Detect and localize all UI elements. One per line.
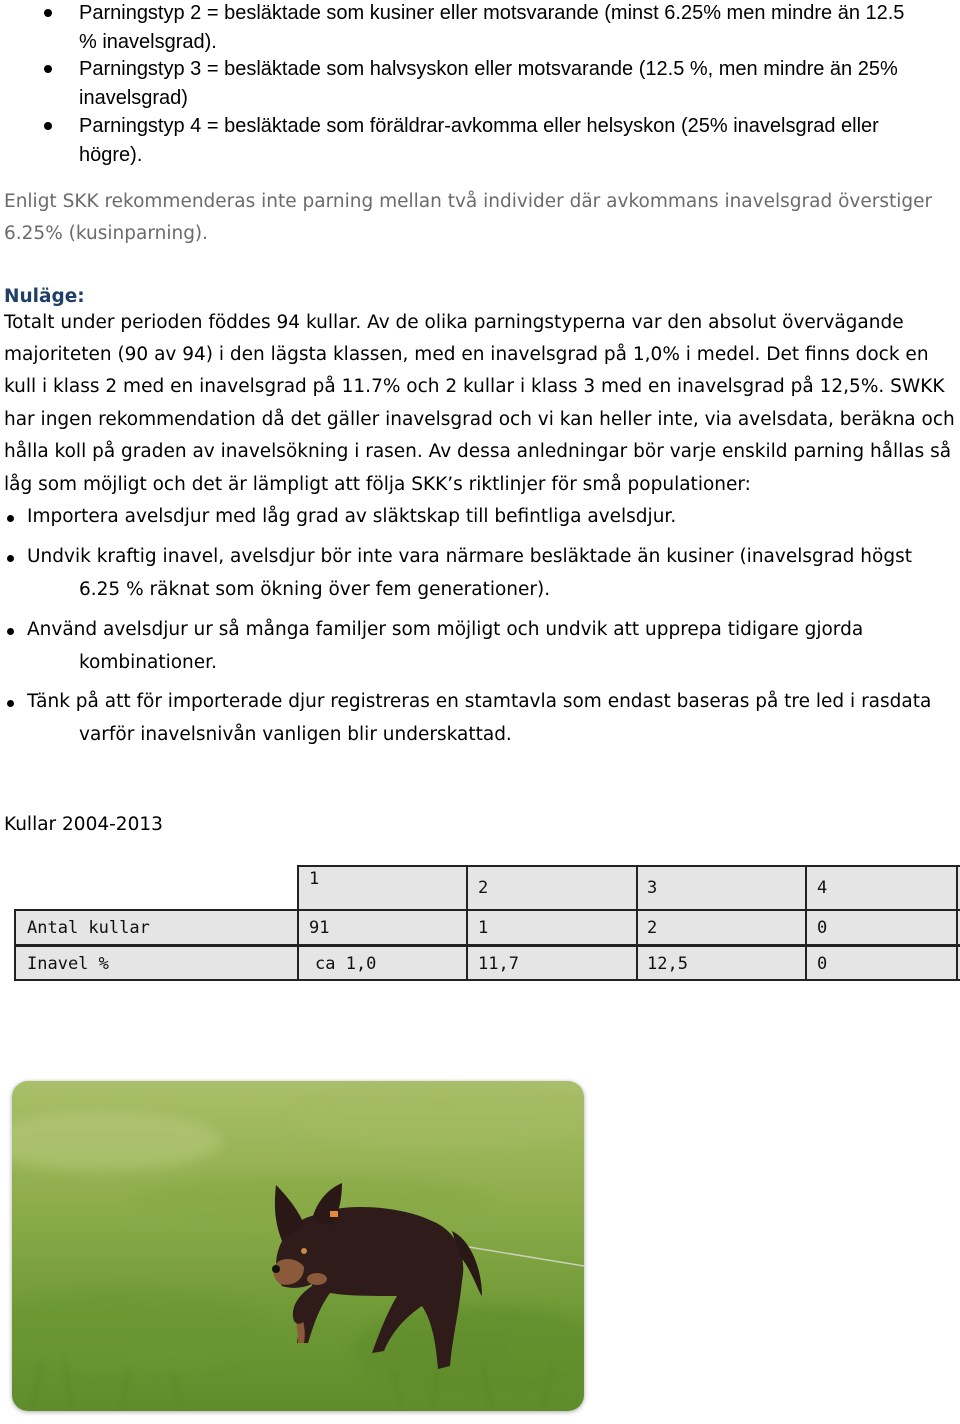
table-rule [14, 909, 960, 911]
table-row-label: Antal kullar [27, 918, 150, 938]
bullet-icon [7, 555, 14, 562]
table-caption: Kullar 2004-2013 [4, 814, 163, 835]
paragraph-line: Enligt SKK rekommenderas inte parning mellan två individer där avkommans inavelsgrad överstiger [4, 191, 933, 212]
list-item-line: högre). [79, 144, 143, 166]
paragraph-line: 6.25% (kusinparning). [4, 223, 209, 244]
list-item-line: varför inavelsnivån vanligen blir underskattad. [79, 724, 512, 745]
bullet-icon [44, 122, 52, 130]
list-item-line: kombinationer. [79, 652, 217, 673]
bullet-icon [7, 515, 14, 522]
list-item-line: Parningstyp 3 = besläktade som halvsyskon eller motsvarande (12.5 %, men mindre än 25% [79, 58, 898, 80]
table-cell: 91 [309, 918, 330, 938]
table-rule [636, 865, 638, 981]
table-rule [14, 944, 960, 947]
table-rule [14, 909, 16, 981]
table-rule [805, 865, 807, 981]
status-heading: Nuläge: [4, 286, 85, 307]
table-rule [466, 865, 468, 981]
paragraph-line: Totalt under perioden föddes 94 kullar. Av de olika parningstyperna var den absolut övervägande [4, 312, 904, 333]
paragraph-line: hålla koll på graden av inavelsökning i rasen. Av dessa anledningar bör varje enskild parning hållas så [4, 441, 952, 462]
table-cell: ca 1,0 [315, 954, 377, 974]
paragraph-line: kull i klass 2 med en inavelsgrad på 11.7% och 2 kullar i klass 3 med en inavelsgrad på 12,5%. SWKK [4, 376, 945, 397]
list-item-line: Importera avelsdjur med låg grad av släktskap till befintliga avelsdjur. [27, 506, 677, 527]
table-rule [298, 865, 960, 867]
bullet-icon [7, 700, 14, 707]
paragraph-line: låg som möjligt och det är lämpligt att följa SKK’s riktlinjer för små populationer: [4, 474, 751, 495]
list-item-line: Parningstyp 4 = besläktade som föräldrar-avkomma eller helsyskon (25% inavelsgrad eller [79, 115, 879, 137]
table-cell: 12,5 [647, 954, 688, 974]
bullet-icon [44, 65, 52, 73]
paragraph-line: har ingen rekommendation då det gäller inavelsgrad och vi kan heller inte, via avelsdata, beräkna och [4, 409, 955, 430]
table-header-cell: 1 [309, 869, 320, 889]
list-item-line: inavelsgrad) [79, 87, 188, 109]
paragraph-line: majoriteten (90 av 94) i den lägsta klassen, med en inavelsgrad på 1,0% i medel. Det finns dock en [4, 344, 929, 365]
table-cell: 11,7 [478, 954, 519, 974]
dog-illustration [12, 1081, 584, 1411]
table-header-cell: 3 [647, 878, 658, 898]
dog-photo [12, 1081, 584, 1411]
table-cell: 2 [647, 918, 658, 938]
list-item-line: % inavelsgrad). [79, 31, 217, 53]
table-rule [14, 979, 960, 981]
table-header-cell: 2 [478, 878, 489, 898]
table-cell: 1 [478, 918, 489, 938]
list-item-line: Använd avelsdjur ur så många familjer som möjligt och undvik att upprepa tidigare gjorda [27, 619, 864, 640]
list-item-line: Tänk på att för importerade djur registreras en stamtavla som endast baseras på tre led i rasdata [27, 691, 932, 712]
list-item-line: Parningstyp 2 = besläktade som kusiner eller motsvarande (minst 6.25% men mindre än 12.5 [79, 2, 905, 24]
list-item-line: 6.25 % räknat som ökning över fem generationer). [79, 579, 551, 600]
table-cell: 0 [817, 918, 828, 938]
table-cell: 0 [817, 954, 828, 974]
bullet-icon [44, 9, 52, 17]
table-header-bg [298, 866, 960, 910]
list-item-line: Undvik kraftig inavel, avelsdjur bör inte vara närmare besläktade än kusiner (inavelsgrad högst [27, 546, 912, 567]
table-header-cell: 4 [817, 878, 828, 898]
table-rule [956, 865, 958, 981]
bullet-icon [7, 628, 14, 635]
table-rule [297, 865, 299, 981]
table-row-label: Inavel % [27, 954, 109, 974]
